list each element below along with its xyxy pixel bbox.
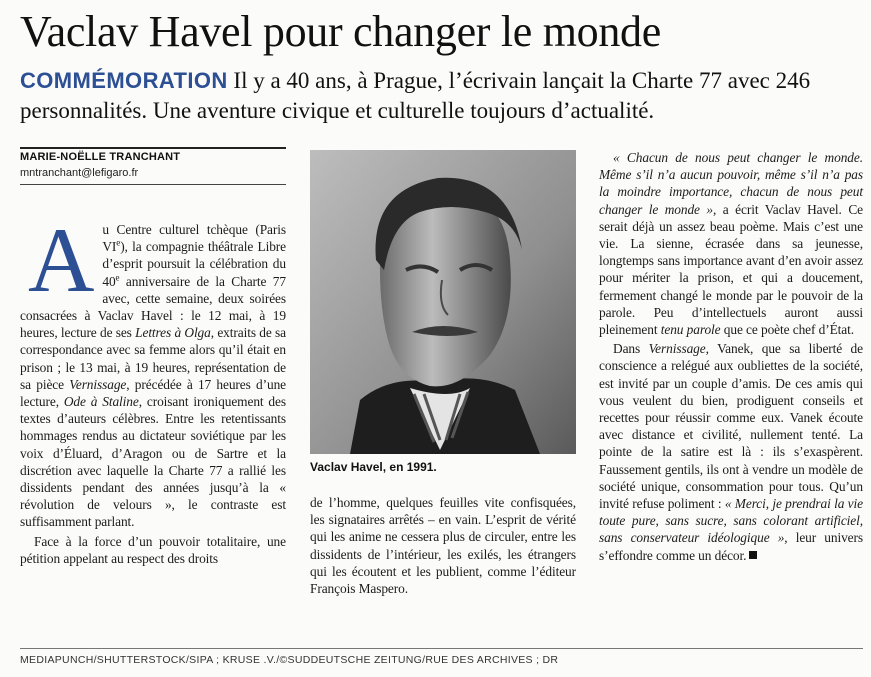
article-column-2: [310, 494, 576, 597]
portrait-photo: [310, 150, 576, 454]
standfirst-text: Il y a 40 ans, à Prague, l’écrivain lançait la Charte 77 avec 246 personnalités. Une aventure civique et culturelle toujours d’actualité.: [20, 68, 811, 123]
dropcap-letter: A: [28, 209, 95, 311]
headline: Vaclav Havel pour changer le monde: [20, 7, 661, 56]
article-paragraph-2-continued: de l’homme, quelques feuilles vite confisquées, les signataires arrêtés – en vain. L’esprit de vérité qui les anime ne cessera plus de circuler, entre les dissidents de l’intérieur, les exilés, les étrangers qui les écoutent et les publient, comme l’éditeur François Maspero.: [310, 495, 576, 597]
portrait-illustration: [310, 150, 576, 454]
photo-credits: MEDIAPUNCH/SHUTTERSTOCK/SIPA ; KRUSE .V./©SUDDEUTSCHE ZEITUNG/RUE DES ARCHIVES ; DR: [20, 654, 559, 666]
kicker-label: COMMÉMORATION: [20, 68, 228, 93]
article-paragraph-1: Au Centre culturel tchèque (Paris VIe), la compagnie théâtrale Libre d’esprit poursuit la célébration du 40e anniversaire de la Charte 77 avec, cette semaine, deux soirées consacrées à Vaclav Havel : le 12 mai, à 19 heures, lecture de ses Lettres à Olga, extraits de sa correspondance avec sa femme alors qu’il était en prison ; le 13 mai, à 19 heures, représentation de sa pièce Vernissage, précédée à 17 heures d’une lecture, Ode à Staline, croisant ironiquement des textes d’auteurs célèbres. Entre les retentissants hommages rendus au dictateur soviétique par les voix d’Éluard, d’Aragon ou de Sartre et la discrétion avec laquelle la Charte 77 a rallié les dissidents pendant des années jusqu’à la « révolution de velours », le contraste est suffisamment parlant.: [20, 209, 287, 530]
article-column-3: [599, 149, 863, 564]
standfirst: [20, 66, 860, 126]
author-email-link[interactable]: mntranchant@lefigaro.fr: [20, 167, 139, 179]
byline-top-rule: [20, 147, 286, 149]
photo-caption: Vaclav Havel, en 1991.: [310, 460, 437, 474]
article-paragraph-2: Face à la force d’un pouvoir totalitaire, une pétition appelant au respect des droits: [20, 533, 286, 566]
end-of-article-square-icon: [749, 551, 757, 559]
article-column-1: [20, 209, 287, 567]
article-paragraph-3: « Chacun de nous peut changer le monde. Même s’il n’a aucun pouvoir, même s’il n’a pas la moindre importance, chacun de nous peut changer le monde », a écrit Vaclav Havel. Ce serait déjà un assez beau poème. Mais c’est une vie. La sienne, écrasée dans sa jeunesse, longtemps sans importance avant d’en avoir assez pour mériter la prison, et qui a doucement, fermement changé le monde par le pouvoir de la parole. Peu d’intellectuels auront aussi pleinement tenu parole que ce poète chef d’État.: [599, 150, 863, 338]
byline-bottom-rule: [20, 184, 286, 185]
article-paragraph-4: Dans Vernissage, Vanek, que sa liberté de conscience a relégué aux oubliettes de la société, est invité par un couple d’amis. De ces amis qui vous veulent du bien, prodiguent conseils et recettes pour réussir comme eux. Vanek écoute avec distance et civilité, nullement tenté. La pointe de la satire est là : ils s’exaspèrent. Faussement gentils, ils ont à vendre un modèle de société unique, consommation pour tous. Qu’un invité refuse poliment : « Merci, je prendrai la vie toute pure, sans sucre, sans colorant artificiel, sans conservateur idéologique », leur univers s’effondre comme un décor.: [599, 341, 863, 563]
author-name: MARIE-NOËLLE TRANCHANT: [20, 151, 181, 163]
credits-rule: [20, 648, 863, 649]
